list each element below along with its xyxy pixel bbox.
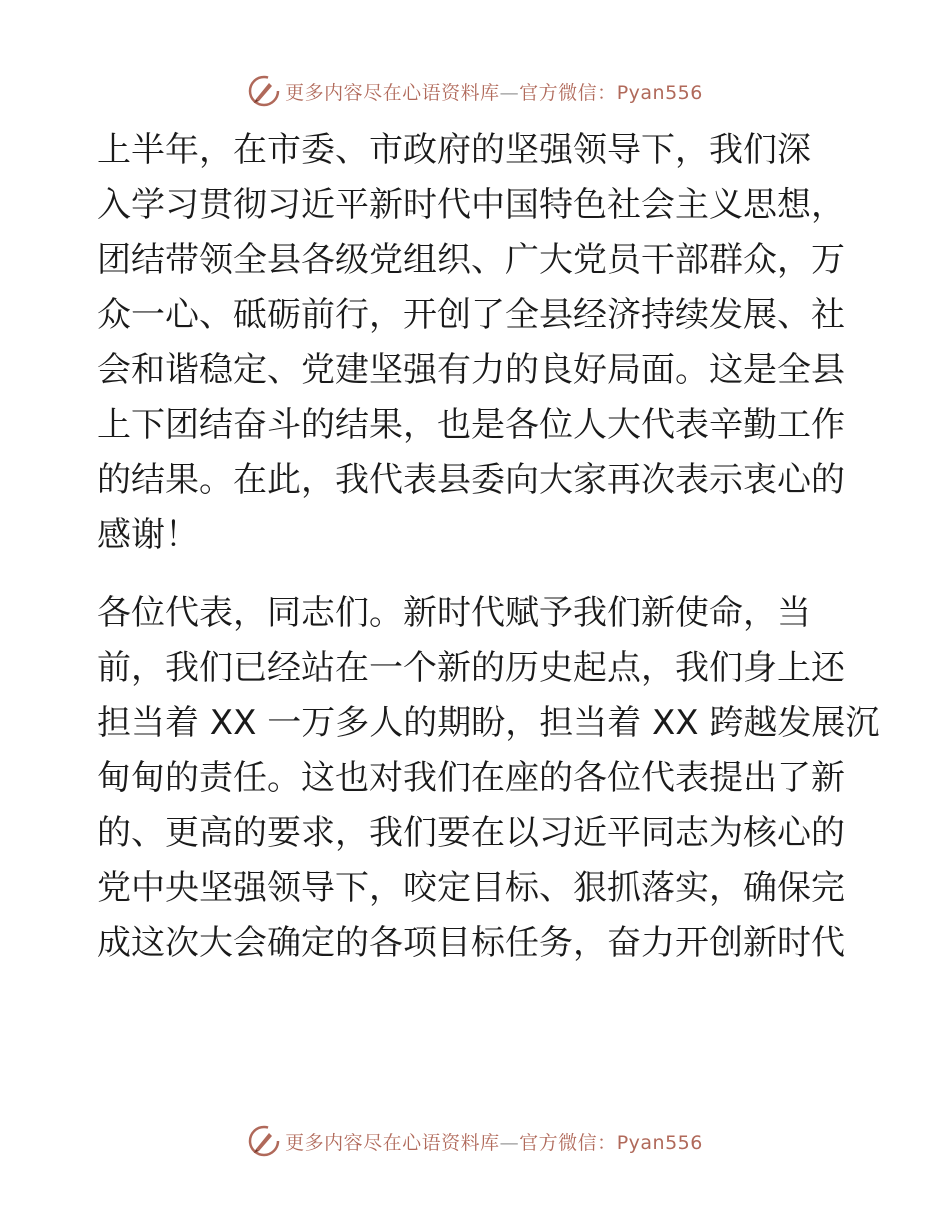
text-line: 各位代表，同志们。新时代赋予我们新使命，当 <box>97 593 811 633</box>
header-banner <box>0 71 950 111</box>
text-line: 会和谐稳定、党建坚强有力的良好局面。这是全县 <box>97 350 845 390</box>
text-line: 党中央坚强领导下，咬定目标、狠抓落实，确保完 <box>97 868 845 908</box>
text-line: 的、更高的要求，我们要在以习近平同志为核心的 <box>97 813 845 853</box>
footer-banner-code: Pyan556 <box>616 1131 703 1154</box>
text-line: 上下团结奋斗的结果，也是各位人大代表辛勤工作 <box>97 405 845 445</box>
header-banner-code: Pyan556 <box>616 81 703 104</box>
paragraph-1 <box>97 123 857 563</box>
footer-banner <box>0 1121 950 1161</box>
document-body <box>97 123 880 971</box>
paragraph-2 <box>97 586 880 971</box>
text-line: 上半年，在市委、市政府的坚强领导下，我们深 <box>97 130 811 170</box>
text-line: 的结果。在此，我代表县委向大家再次表示衷心的 <box>97 460 845 500</box>
footer-banner-text <box>285 1128 703 1155</box>
text-line: 成这次大会确定的各项目标任务，奋力开创新时代 <box>97 923 845 963</box>
text-line: 众一心、砥砺前行，开创了全县经济持续发展、社 <box>97 295 845 335</box>
text-line: 感谢！ <box>97 515 199 555</box>
text-line: 担当着 XX 一万多人的期盼，担当着 XX 跨越发展沉 <box>97 703 880 743</box>
footer-banner-wechat: 官方微信： <box>519 1131 617 1154</box>
header-banner-dash: — <box>499 81 520 104</box>
text-line: 甸甸的责任。这也对我们在座的各位代表提出了新 <box>97 758 845 798</box>
quill-logo-icon <box>247 1124 281 1158</box>
text-line: 团结带领全县各级党组织、广大党员干部群众，万 <box>97 240 845 280</box>
header-banner-text <box>285 78 703 105</box>
footer-banner-main: 更多内容尽在心语资料库 <box>285 1131 500 1154</box>
quill-logo-icon <box>247 74 281 108</box>
footer-banner-dash: — <box>499 1131 520 1154</box>
header-banner-main: 更多内容尽在心语资料库 <box>285 81 500 104</box>
header-banner-wechat: 官方微信： <box>519 81 617 104</box>
text-line: 入学习贯彻习近平新时代中国特色社会主义思想， <box>97 185 845 225</box>
text-line: 前，我们已经站在一个新的历史起点，我们身上还 <box>97 648 845 688</box>
